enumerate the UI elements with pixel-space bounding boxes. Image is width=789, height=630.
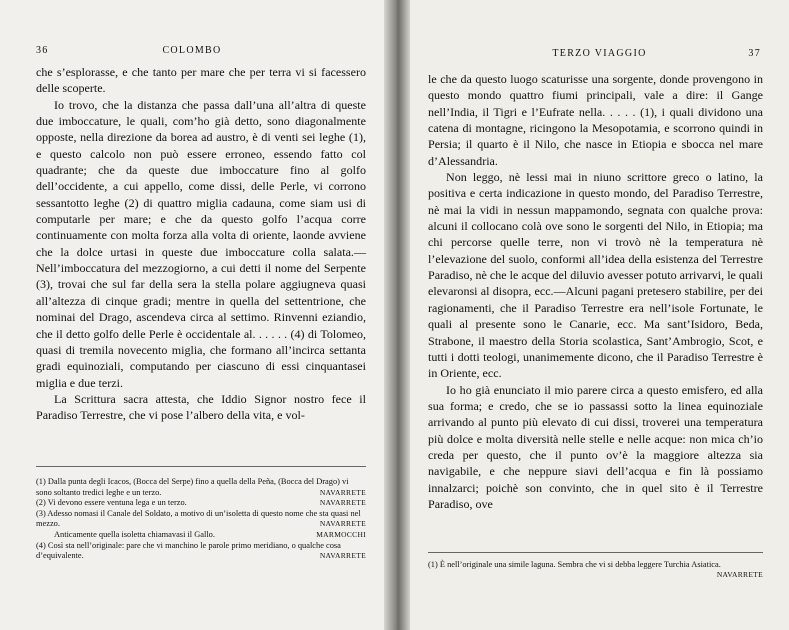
footnote-divider [428, 552, 763, 553]
footnote-divider [36, 466, 366, 467]
footnote-attribution: NAVARRETE [319, 519, 366, 529]
footnote [36, 530, 366, 541]
body-text [428, 71, 763, 512]
footnote-text: (3) Adesso nomasi il Canale del Soldato, a motivo di un’isoletta di questo nome che sta quasi nel mezzo. [36, 508, 361, 529]
footnote [36, 541, 366, 562]
footnote [36, 509, 366, 530]
footnote [36, 477, 366, 498]
running-head: COLOMBO [162, 45, 222, 56]
paragraph: che s’esplorasse, e che tanto per mare che per terra vi si facessero delle scoperte. [36, 65, 366, 96]
page-number: 36 [36, 45, 49, 56]
footnote-text: (4) Così sta nell’originale: pare che vi manchino le parole primo meridiano, o qualche cosa d’equivalente. [36, 540, 341, 561]
footnote [36, 498, 366, 509]
left-page [0, 0, 384, 630]
footnote-attribution: MARMOCCHI [316, 529, 366, 539]
footnote-text: (2) Vi devono essere ventuna lega e un terzo. [36, 498, 187, 508]
book-gutter [384, 0, 410, 630]
paragraph: Io trovo, che la distanza che passa dall’una all’altra di queste due imboccature, le quali, com’ho già detto, sono diagonalmente opposte, nella direzione da borea ad austro, è di venti sei leghe (1), e questo calcolo non può essere erroneo, essendo fatto col quadrante; che da queste due imboccature fino al golfo dell’occidente, a cui appello, come dissi, delle Perle, vi corrono sessantotto leghe (2) di quattro miglia cadauna, come siam usi di computarle per mare; e che da questo golfo l’acqua corre continuamente con molta forza alla volta di oriente, laonde avviene che la dolce urtasi in queste due imboccature colla salata.—Nell’imboccatura del mezzogiorno, a cui detti il nome del Serpente (3), trovai che sul far della sera la stella polare aggiugneva quasi all’altezza di cinque gradi; mentre in quella del settentrione, che nominai del Drago, ascendeva circa al settimo. Rinvenni eziandio, che il detto golfo delle Perle è occidentale al. . . . . . (4) di Tolomeo, quasi di tremila novecento miglia, che formano all’incirca settanta gradi equinoziali, computando per ciascuno di essi cinquantasei miglia e due terzi. [36, 97, 366, 390]
paragraph: le che da questo luogo scaturisse una sorgente, donde provengono in questo mondo quattro fiumi principali, vale a dire: il Gange nell’India, il Tigri e l’Eufrate nella. . . . . (1), i quali dividono una catena di montagne, ricingono la Mesopotamia, e scorrono quindi in Persia; il quarto è il Nilo, che nasce in Etiopia e sbocca nel mare d’Alessandria. [428, 72, 763, 168]
footnotes [36, 477, 366, 562]
right-page [410, 0, 789, 630]
footnote [428, 560, 763, 581]
paragraph: La Scrittura sacra attesta, che Iddio Signor nostro fece il Paradiso Terrestre, che vi pose l’albero della vita, e vol- [36, 391, 366, 423]
page-number: 37 [748, 48, 761, 59]
footnote-attribution: NAVARRETE [716, 570, 763, 579]
footnote-attribution: NAVARRETE [319, 551, 366, 561]
body-text [36, 64, 366, 424]
footnotes [428, 560, 763, 581]
paragraph: Non leggo, nè lessi mai in niuno scrittore greco o latino, la positiva e certa indicazione in questo mondo, del Paradiso Terrestre, nè mai la vidi in nessun mappamondo, segnata con qualche prova: alcuni il collocano colà ove sono le sorgenti del Nilo, in Etiopia; ma chi percorse quelle terre, non vi trovò nè la temperatura nè l’elevazione del suolo, conformi all’idea della esistenza del Terrestre Paradiso, nè che le acque del diluvio avesser potuto arrivarvi, le quali elevaronsi al disopra, ecc.—Alcuni pagani pretesero stabilire, per dei ragionamenti, che il Paradiso Terrestre era nell’isole Fortunate, le quali al presente sono le Canarie, ecc. Ma sant’Isidoro, Beda, Strabone, il maestro della Storia scolastica, Sant’Ambrogio, Scot, e tutti i dotti teologi, unanimemente dicono, che il Paradiso Terrestre è in Oriente, ecc. [428, 170, 763, 381]
running-head: TERZO VIAGGIO [552, 48, 647, 59]
footnote-attribution: NAVARRETE [319, 498, 366, 508]
footnote-text: (1) Dalla punta degli Icacos, (Bocca del Serpe) fino a quella della Peña, (Bocca del Drago) vi sono soltanto tredici leghe e un terzo. [36, 477, 349, 497]
footnote-attribution: NAVARRETE [319, 487, 366, 497]
paragraph: Io ho già enunciato il mio parere circa a questo emisfero, ed alla sua forma; e credo, che se io passassi sotto la linea equinoziale arrivando al punto più elevato di cui dissi, troverei una temperatura più dolce e molta diversità nelle stelle e nelle acque: non mica ch’io creda per questo, che il punto ov’è la maggiore altezza sia navigabile, e che neppure siavi dell’acqua e fin là possiamo innalzarci; poichè son convinto, che in quel sito è il Terrestre Paradiso, ove [428, 382, 763, 511]
footnote-text: Anticamente quella isoletta chiamavasi il Gallo. [54, 529, 215, 539]
footnote-text: (1) È nell’originale una simile laguna. Sembra che vi si debba leggere Turchia Asiatica. [428, 560, 721, 569]
